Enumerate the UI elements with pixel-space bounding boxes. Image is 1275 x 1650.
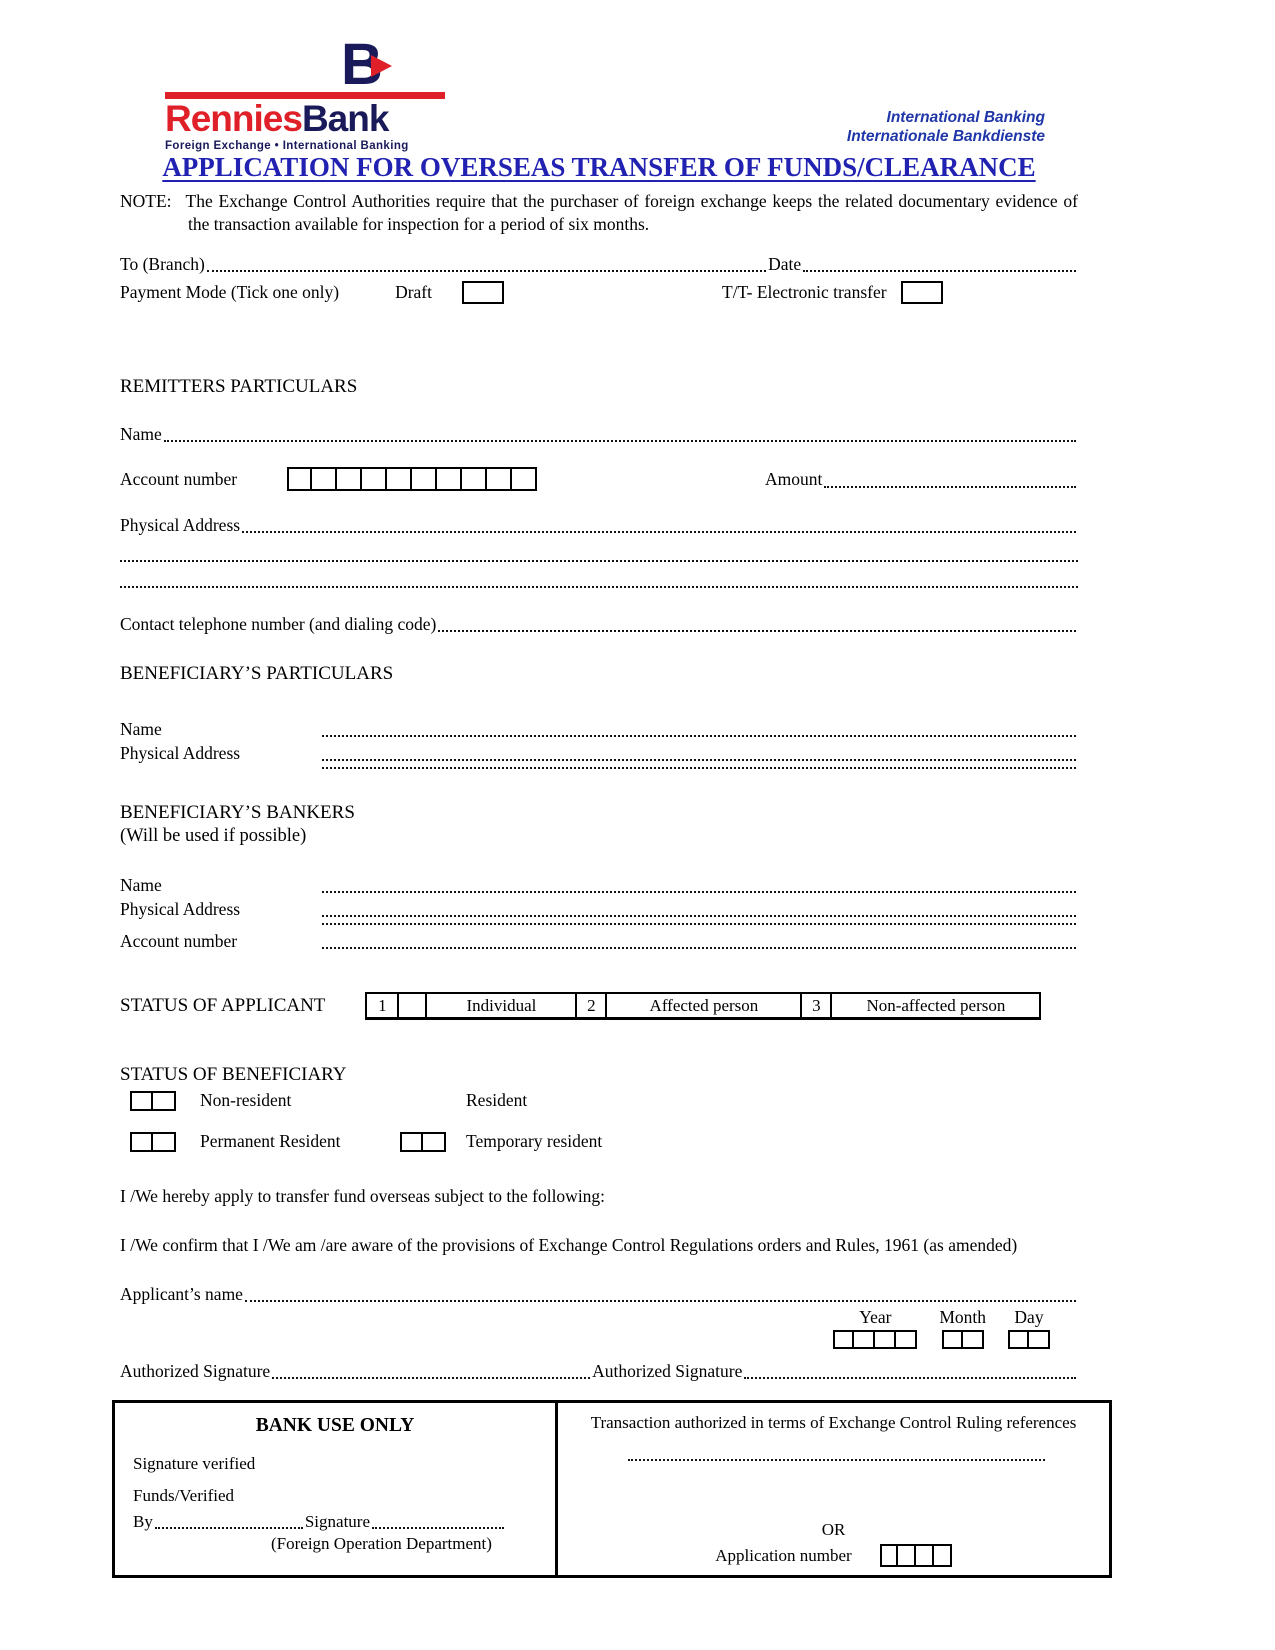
month-group	[939, 1307, 986, 1349]
checkbox-cell[interactable]	[130, 1091, 153, 1111]
account-digit-cell[interactable]	[487, 467, 512, 491]
remitter-address-row	[120, 515, 1078, 536]
bankers-heading: BENEFICIARY’S BANKERS	[120, 802, 355, 824]
draft-checkbox[interactable]	[462, 281, 504, 304]
year-label: Year	[859, 1307, 892, 1328]
account-digit-cell[interactable]	[512, 467, 537, 491]
day-digit-cell[interactable]	[1029, 1330, 1050, 1349]
checkbox-cell[interactable]	[153, 1091, 176, 1111]
option-2-label: Affected person	[605, 994, 800, 1017]
funds-verified-label: Funds/Verified	[133, 1486, 235, 1506]
remitter-name-row	[120, 424, 1078, 445]
by-input-line[interactable]	[155, 1527, 303, 1529]
remitter-address-input-line-2[interactable]	[120, 536, 1078, 562]
account-digit-cell[interactable]	[462, 467, 487, 491]
date-input-line[interactable]	[803, 270, 1076, 272]
payment-mode-label: Payment Mode (Tick one only)	[120, 282, 340, 303]
beneficiary-name-row	[120, 719, 1078, 740]
bank-use-only-section	[112, 1400, 1112, 1578]
month-grid[interactable]	[942, 1330, 984, 1349]
app-number-cell[interactable]	[916, 1544, 934, 1567]
non-resident-label: Non-resident	[200, 1090, 292, 1111]
bankers-name-label: Name	[120, 875, 162, 896]
contact-telephone-input-line[interactable]	[438, 630, 1076, 632]
permanent-resident-label: Permanent Resident	[200, 1131, 341, 1152]
account-digit-cell[interactable]	[387, 467, 412, 491]
application-number-row	[582, 1544, 1085, 1567]
tt-electronic-transfer-label: T/T- Electronic transfer	[722, 282, 887, 303]
app-number-cell[interactable]	[880, 1544, 898, 1567]
beneficiary-status-row-1	[130, 1090, 1078, 1111]
bankers-address-row	[120, 899, 1078, 920]
bankers-address-label: Physical Address	[120, 899, 241, 920]
authorized-signature-label-2: Authorized Signature	[592, 1361, 743, 1382]
contact-row	[120, 614, 1078, 635]
branch-date-row	[120, 254, 1078, 275]
checkbox-cell[interactable]	[423, 1132, 446, 1152]
beneficiary-status-row-2	[130, 1131, 1078, 1152]
brand-tagline: Foreign Exchange • International Banking	[165, 140, 409, 152]
bank-signature-label: Signature	[304, 1512, 370, 1532]
checkbox-cell[interactable]	[130, 1132, 153, 1152]
bank-signature-input-line[interactable]	[372, 1527, 504, 1529]
page-header	[120, 32, 1078, 152]
corner-line-1: International Banking	[886, 109, 1045, 126]
checkbox-cell[interactable]	[400, 1132, 423, 1152]
bank-use-left-panel	[115, 1403, 555, 1575]
amount-input-line[interactable]	[824, 486, 1076, 488]
declaration-apply-text: I /We hereby apply to transfer fund overseas subject to the following:	[120, 1186, 606, 1207]
by-label: By	[133, 1512, 153, 1532]
month-digit-cell[interactable]	[963, 1330, 984, 1349]
signature-verified-label: Signature verified	[133, 1454, 256, 1474]
bankers-subheading: (Will be used if possible)	[120, 826, 307, 847]
year-grid[interactable]	[833, 1330, 917, 1349]
year-digit-cell[interactable]	[896, 1330, 917, 1349]
beneficiary-name-label: Name	[120, 719, 162, 740]
note-text: The Exchange Control Authorities require that the purchaser of foreign exchange keeps the related documentary evidence of the transaction available for inspection for a period of six months.	[185, 191, 1078, 235]
remitter-name-input-line[interactable]	[164, 440, 1076, 442]
day-grid[interactable]	[1008, 1330, 1050, 1349]
applicant-name-input-line[interactable]	[245, 1300, 1076, 1302]
status-applicant-table	[365, 992, 1041, 1020]
authorized-signature-label-1: Authorized Signature	[120, 1361, 271, 1382]
bankers-account-input-line[interactable]	[322, 947, 1076, 949]
remitter-name-label: Name	[120, 424, 162, 445]
remitter-address-input-line[interactable]	[242, 531, 1076, 533]
beneficiary-address-label: Physical Address	[120, 743, 241, 764]
note-label: NOTE:	[120, 191, 172, 211]
logo-b-icon	[341, 32, 405, 97]
international-banking-label	[847, 108, 1045, 147]
contact-telephone-label: Contact telephone number (and dialing code)	[120, 614, 437, 635]
remitter-address-label: Physical Address	[120, 515, 241, 536]
authorized-signature-line-2[interactable]	[744, 1377, 1076, 1379]
option-3-number: 3	[800, 994, 830, 1017]
checkbox-cell[interactable]	[153, 1132, 176, 1152]
permanent-resident-checkbox[interactable]	[130, 1132, 176, 1152]
bankers-address-input-line[interactable]	[322, 915, 1076, 917]
transaction-authorized-text: Transaction authorized in terms of Exchange Control Ruling references	[590, 1413, 1077, 1433]
option-1-tickbox[interactable]	[397, 994, 425, 1017]
foreign-operation-dept-label: (Foreign Operation Department)	[271, 1534, 492, 1554]
resident-label: Resident	[466, 1090, 528, 1111]
corner-line-2: Internationale Bankdienste	[846, 128, 1045, 146]
amount-label: Amount	[765, 468, 823, 489]
application-number-grid[interactable]	[880, 1544, 952, 1567]
account-digit-cell[interactable]	[437, 467, 462, 491]
account-digit-cell[interactable]	[287, 467, 312, 491]
beneficiary-address-input-line-2[interactable]	[322, 767, 1076, 769]
spacer	[582, 1461, 1085, 1520]
application-number-label: Application number	[715, 1545, 852, 1565]
bankers-account-row	[120, 931, 1078, 952]
year-group	[833, 1307, 917, 1349]
bankers-address-row-2	[120, 923, 1078, 928]
status-beneficiary-heading: STATUS OF BENEFICIARY	[120, 1064, 347, 1086]
bankers-address-input-line-2[interactable]	[322, 923, 1076, 925]
brand-rennies: Rennies	[165, 98, 302, 139]
beneficiary-heading: BENEFICIARY’S PARTICULARS	[120, 663, 394, 685]
year-digit-cell[interactable]	[875, 1330, 896, 1349]
authorized-signature-line-1[interactable]	[272, 1377, 590, 1379]
status-applicant-row	[120, 992, 1078, 1020]
to-branch-label: To (Branch)	[120, 254, 205, 275]
bank-use-heading: BANK USE ONLY	[255, 1415, 415, 1437]
remitter-account-row	[120, 467, 1078, 491]
by-signature-row	[133, 1512, 537, 1532]
declaration-confirm-text: I /We confirm that I /We am /are aware of the provisions of Exchange Control Regulations orders and Rules, 1961 (as amended)	[120, 1235, 1018, 1256]
applicant-name-row	[120, 1284, 1078, 1305]
year-digit-cell[interactable]	[833, 1330, 854, 1349]
beneficiary-address-row-2	[120, 767, 1078, 772]
page-title: APPLICATION FOR OVERSEAS TRANSFER OF FUNDS/CLEARANCE	[162, 152, 1036, 182]
non-resident-checkbox[interactable]	[130, 1091, 176, 1111]
option-2-number: 2	[575, 994, 605, 1017]
account-digit-cell[interactable]	[362, 467, 387, 491]
app-number-cell[interactable]	[898, 1544, 916, 1567]
bankers-account-label: Account number	[120, 931, 238, 952]
to-branch-input-line[interactable]	[207, 270, 766, 272]
bankers-name-row	[120, 875, 1078, 896]
status-applicant-heading: STATUS OF APPLICANT	[120, 995, 326, 1017]
signatures-row	[120, 1361, 1078, 1382]
year-digit-cell[interactable]	[854, 1330, 875, 1349]
rennies-bank-logo	[165, 32, 445, 152]
remitter-address-input-line-3[interactable]	[120, 562, 1078, 588]
account-number-label: Account number	[120, 468, 238, 489]
day-digit-cell[interactable]	[1008, 1330, 1029, 1349]
date-boxes-block	[120, 1307, 1050, 1349]
note-paragraph	[120, 190, 1078, 236]
month-label: Month	[939, 1307, 986, 1328]
bank-use-right-panel	[555, 1403, 1109, 1575]
beneficiary-address-row	[120, 743, 1078, 764]
date-label: Date	[768, 254, 802, 275]
draft-label: Draft	[395, 282, 432, 303]
account-digit-cell[interactable]	[312, 467, 337, 491]
option-1-label: Individual	[425, 994, 575, 1017]
tt-electronic-transfer-checkbox[interactable]	[901, 281, 943, 304]
bankers-name-input-line[interactable]	[322, 891, 1076, 893]
beneficiary-name-input-line[interactable]	[322, 735, 1076, 737]
brand-wordmark	[165, 100, 445, 137]
day-label: Day	[1014, 1307, 1044, 1328]
temporary-resident-checkbox[interactable]	[400, 1132, 446, 1152]
logo-arrow-icon	[371, 55, 392, 77]
logo-b-letter: B	[341, 32, 383, 97]
day-group	[1008, 1307, 1050, 1349]
account-number-grid[interactable]	[287, 467, 537, 491]
payment-mode-row	[120, 281, 1078, 304]
brand-bank: Bank	[301, 98, 389, 139]
app-number-cell[interactable]	[934, 1544, 952, 1567]
remitters-heading: REMITTERS PARTICULARS	[120, 376, 358, 398]
or-label: OR	[821, 1520, 846, 1540]
temporary-resident-label: Temporary resident	[466, 1131, 603, 1152]
account-digit-cell[interactable]	[412, 467, 437, 491]
applicant-name-label: Applicant’s name	[120, 1284, 243, 1305]
option-1-number: 1	[378, 995, 387, 1015]
beneficiary-address-input-line[interactable]	[322, 759, 1076, 761]
month-digit-cell[interactable]	[942, 1330, 963, 1349]
option-3-label: Non-affected person	[830, 994, 1039, 1017]
account-digit-cell[interactable]	[337, 467, 362, 491]
